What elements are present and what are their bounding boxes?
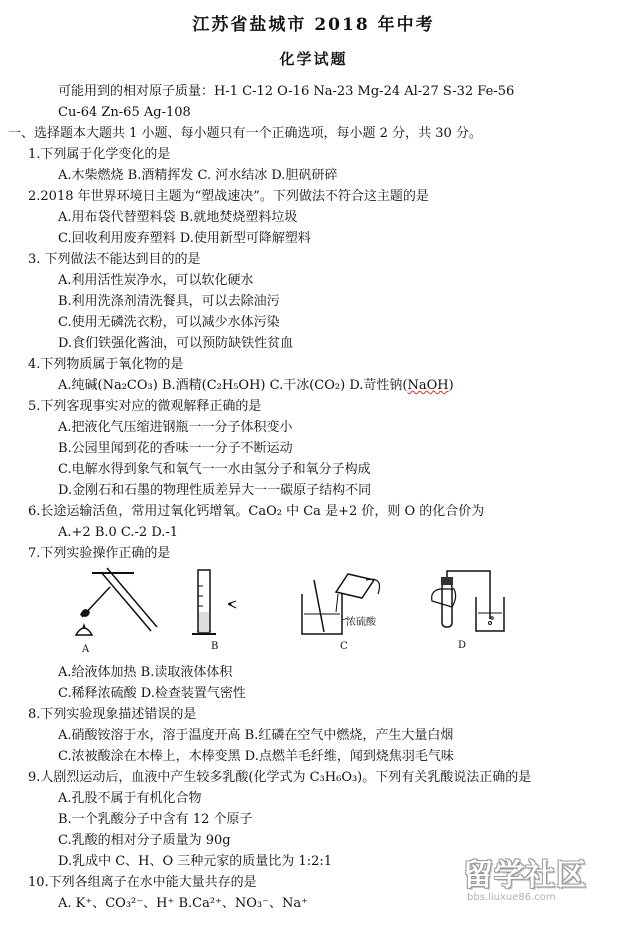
exam-subtitle: 化学试题 bbox=[279, 50, 348, 68]
q3-option-b: B.利用洗涤剂清洗餐具，可以去除油污 bbox=[58, 294, 280, 309]
q4-stem: 4.下列物质属于氧化物的是 bbox=[28, 357, 184, 372]
q3-option-c: C.使用无磷洗衣粉，可以减少水体污染 bbox=[58, 315, 280, 330]
q3-option-a: A.利用活性炭净水，可以软化硬水 bbox=[58, 273, 254, 288]
q8-options-row-1: A.硝酸铵溶于水，溶于温度开高 B.红磷在空气中燃烧，产生大量白烟 bbox=[58, 728, 454, 743]
q3-option-d: D.食们铁强化酱油，可以预防缺铁性贫血 bbox=[58, 336, 294, 351]
q5-option-a: A.把液化气压缩进钢瓶一一分子体积变小 bbox=[58, 420, 293, 435]
exam-title: 江苏省盐城市 2018 年中考 bbox=[192, 15, 435, 35]
q2-options-row-1: A.用布袋代替塑料袋 B.就地焚烧塑料垃圾 bbox=[58, 210, 298, 225]
q6-options: A.+2 B.0 C.-2 D.-1 bbox=[58, 525, 179, 540]
q7-figure-d bbox=[420, 567, 510, 637]
q7-figure-d-label: D bbox=[458, 640, 467, 651]
q10-options: A. K⁺、CO₃²⁻、H⁺ B.Ca²⁺、NO₃⁻、Na⁺ bbox=[58, 896, 308, 911]
q7-options-row-2: C.稀释浓硫酸 D.检查装置气密性 bbox=[58, 686, 246, 701]
site-watermark bbox=[455, 850, 625, 920]
q9-option-b: B.一个乳酸分子中含有 12 个原子 bbox=[58, 812, 253, 827]
section1-header: 一、选择题本大题共 1 小题、每小题只有一个正确选项，每小题 2 分，共 30 分。 bbox=[8, 126, 482, 141]
q7-stem: 7.下列实验操作正确的是 bbox=[28, 546, 171, 561]
q7-figure-b-label: B bbox=[211, 641, 219, 652]
q4-options-main: A.纯碱(Na₂CO₃) B.酒精(C₂H₅OH) C.干冰(CO₂) D.苛性钠( bbox=[58, 378, 408, 393]
q5-option-d: D.金刚石和石墨的物理性质差异大一一碳原子结构不同 bbox=[58, 483, 372, 498]
q5-option-b: B.公园里闻到花的香味一一分子不断运动 bbox=[58, 441, 293, 456]
q5-option-c: C.电解水得到象气和氧气一一水由氢分子和氧分子构成 bbox=[58, 462, 371, 477]
q8-stem: 8.下列实验现象描述错误的是 bbox=[28, 707, 197, 722]
atomic-masses-line-2: Cu-64 Zn-65 Ag-108 bbox=[58, 105, 191, 120]
q9-option-d: D.乳成中 C、H、O 三种元家的质量比为 1:2:1 bbox=[58, 854, 333, 869]
q1-stem: 1.下列属于化学变化的是 bbox=[28, 147, 171, 162]
watermark-logo-text: 留学社区 bbox=[463, 858, 587, 893]
q7-figure-a bbox=[62, 565, 162, 643]
q7-options-row-1: A.给液体加热 B.读取液体体积 bbox=[58, 665, 233, 680]
q2-stem: 2.2018 年世界环境日主题为“塑战速决”。下列做法不符合这主题的是 bbox=[28, 189, 429, 204]
q7-figure-b bbox=[188, 568, 248, 640]
q7-figure-c-label: C bbox=[340, 641, 348, 652]
watermark-url: bbs.liuxue86.com bbox=[467, 892, 556, 903]
q5-stem: 5.下列客现事实对应的微观解释正确的是 bbox=[28, 399, 262, 414]
q4-options-end: ) bbox=[448, 378, 454, 393]
q3-stem: 3. 下列做法不能达到目的的是 bbox=[28, 252, 201, 267]
q7-figure-c bbox=[296, 572, 391, 640]
q4-options bbox=[58, 377, 454, 394]
q6-stem: 6.长途运输活鱼，常用过氧化钙增氧。CaO₂ 中 Ca 是+2 价，则 O 的化合价为 bbox=[28, 504, 485, 519]
q10-stem: 10.下列各组离子在水中能大量共存的是 bbox=[28, 875, 257, 890]
q8-options-row-2: C.浓被酸涂在木棒上，木棒变黑 D.点燃羊毛纤维，闻到烧焦羽毛气味 bbox=[58, 749, 454, 764]
q7-figure-a-label: A bbox=[82, 644, 90, 655]
q9-option-c: C.乳酸的相对分子质量为 90g bbox=[58, 833, 231, 848]
q4-option-naoh: NaOH bbox=[407, 378, 449, 393]
atomic-masses-line-1: 可能用到的相对原子质量：H-1 C-12 O-16 Na-23 Mg-24 Al-27 S-32 Fe-56 bbox=[58, 84, 515, 99]
q7-figure-c-text: 浓硫酸 bbox=[346, 617, 376, 628]
q9-option-a: A.孔股不属于有机化合物 bbox=[58, 791, 202, 806]
q1-options: A.木柴燃烧 B.酒精挥发 C. 河水结冰 D.胆矾研碎 bbox=[58, 168, 338, 183]
q9-stem: 9.人剧烈运动后，血液中产生较多乳酸(化学式为 C₃H₆O₃)。下列有关乳酸说法正确的是 bbox=[28, 770, 532, 785]
q2-options-row-2: C.回收利用废弃塑料 D.使用新型可降解塑料 bbox=[58, 231, 311, 246]
